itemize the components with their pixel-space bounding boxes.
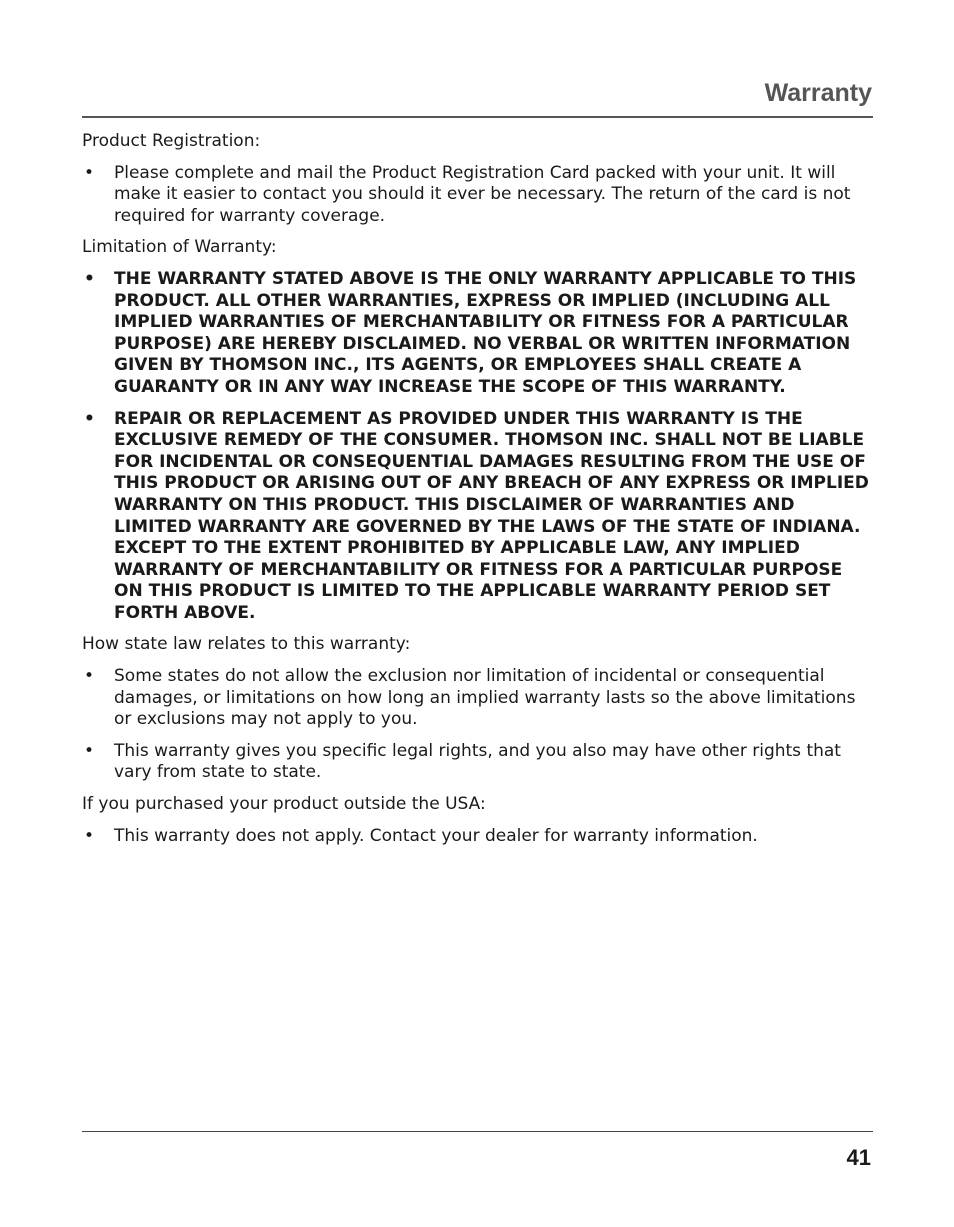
section-label-outside-usa: If you purchased your product outside the USA: [82, 794, 486, 815]
bullet-icon: • [84, 162, 95, 183]
bullet-text: This warranty does not apply. Contact your dealer for warranty information. [114, 825, 758, 846]
bullet-icon: • [84, 666, 95, 687]
bullet-text: REPAIR OR REPLACEMENT AS PROVIDED UNDER THIS WARRANTY IS THE EXCLUSIVE REMEDY OF THE CONSUMER. THOMSON INC. SHALL NOT BE LIABLE FOR INCIDENTAL OR CONSEQUENTIAL DAMAGES RESULTING FROM THE USE OF THIS PRODUCT OR ARISING OUT OF ANY BREACH OF ANY EXPRESS OR IMPLIED WARRANTY ON THIS PRODUCT. THIS DISCLAIMER OF WARRANTIES AND LIMITED WARRANTY ARE GOVERNED BY THE LAWS OF THE STATE OF INDIANA. EXCEPT TO THE EXTENT PROHIBITED BY APPLICABLE LAW, ANY IMPLIED WARRANTY OF MERCHANTABILITY OR FITNESS FOR A PARTICULAR PURPOSE ON THIS PRODUCT IS LIMITED TO THE APPLICABLE WARRANTY PERIOD SET FORTH ABOVE. [114, 408, 869, 623]
header-divider [82, 116, 873, 118]
state-law-list [82, 666, 873, 784]
footer-divider [82, 1131, 873, 1132]
list-item [82, 741, 873, 784]
page-title: Warranty [764, 79, 872, 107]
bullet-text: THE WARRANTY STATED ABOVE IS THE ONLY WARRANTY APPLICABLE TO THIS PRODUCT. ALL OTHER WARRANTIES, EXPRESS OR IMPLIED (INCLUDING ALL IMPLIED WARRANTIES OF MERCHANTABILITY OR FITNESS FOR A PARTICULAR PURPOSE) ARE HEREBY DISCLAIMED. NO VERBAL OR WRITTEN INFORMATION GIVEN BY THOMSON INC., ITS AGENTS, OR EMPLOYEES SHALL CREATE A GUARANTY OR IN ANY WAY INCREASE THE SCOPE OF THIS WARRANTY. [114, 268, 857, 397]
page-number: 41 [846, 1145, 871, 1170]
list-item [82, 269, 873, 399]
limitation-list [82, 269, 873, 625]
list-item [82, 666, 873, 731]
outside-usa-list [82, 826, 873, 848]
section-label-limitation: Limitation of Warranty: [82, 237, 277, 258]
list-item [82, 409, 873, 625]
bullet-text: This warranty gives you specific legal rights, and you also may have other rights that vary from state to state. [114, 740, 841, 783]
bullet-text: Please complete and mail the Product Registration Card packed with your unit. It will make it easier to contact you should it ever be necessary. The return of the card is not required for warranty coverage. [114, 162, 851, 226]
registration-list [82, 163, 873, 228]
section-label-registration: Product Registration: [82, 131, 261, 151]
bullet-text: Some states do not allow the exclusion nor limitation of incidental or consequential damages, or limitations on how long an implied warranty lasts so the above limitations or exclusions may not apply to you. [114, 666, 856, 730]
bullet-icon: • [84, 740, 95, 761]
section-label-state-law: How state law relates to this warranty: [82, 634, 411, 655]
list-item [82, 826, 873, 848]
warranty-body [82, 131, 873, 857]
bullet-icon: • [84, 268, 95, 289]
bullet-icon: • [84, 408, 95, 429]
list-item [82, 163, 873, 228]
bullet-icon: • [84, 825, 95, 846]
